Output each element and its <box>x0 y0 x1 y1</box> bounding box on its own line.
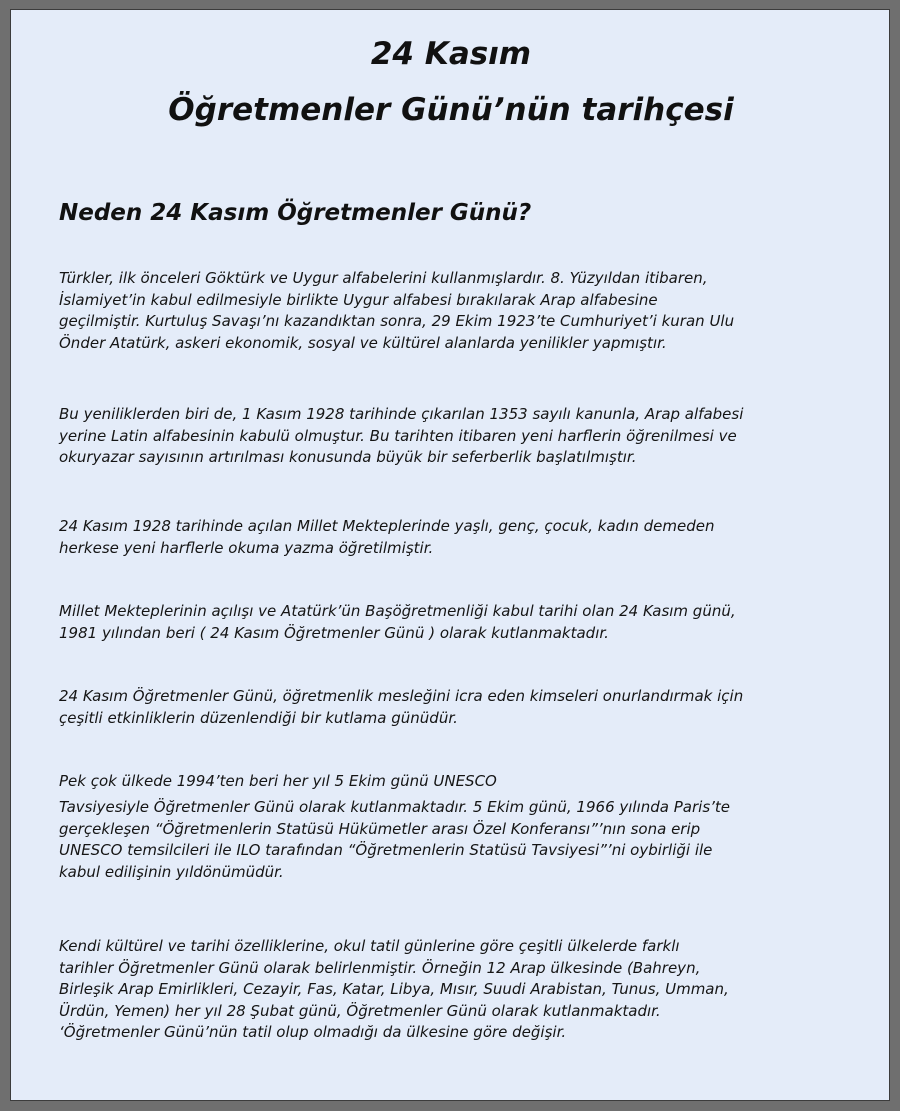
paragraph-line: tarihler Öğretmenler Günü olarak belirlenmiştir. Örneğin 12 Arap ülkesinde (Bahreyn, <box>59 958 701 977</box>
paragraph-line: okuryazar sayısının artırılması konusunda büyük bir seferberlik başlatılmıştır. <box>59 448 637 466</box>
document-page <box>10 9 890 1101</box>
paragraph-line: İslamiyet’in kabul edilmesiyle birlikte Uygur alfabesi bırakılarak Arap alfabesine <box>59 290 658 309</box>
paragraph-line: yerine Latin alfabesinin kabulü olmuştur. Bu tarihten itibaren yeni harflerin öğrenilmesi ve <box>59 426 737 445</box>
paragraph-line: Birleşik Arap Emirlikleri, Cezayir, Fas, Katar, Libya, Mısır, Suudi Arabistan, Tunus, Umman, <box>59 980 729 998</box>
paragraph-unesco-intro <box>59 771 889 793</box>
paragraph-line: 24 Kasım 1928 tarihinde açılan Millet Mekteplerinde yaşlı, genç, çocuk, kadın demeden <box>59 517 715 535</box>
paragraph-line: Türkler, ilk önceleri Göktürk ve Uygur alfabelerini kullanmışlardır. 8. Yüzyıldan itibaren, <box>59 269 708 287</box>
paragraph-line: Millet Mekteplerinin açılışı ve Atatürk’ün Başöğretmenliği kabul tarihi olan 24 Kasım günü, <box>59 602 736 620</box>
paragraph-line: Kendi kültürel ve tarihi özelliklerine, okul tatil günlerine göre çeşitli ülkelerde farklı <box>59 937 680 955</box>
paragraph-line: herkese yeni harflerle okuma yazma öğretilmiştir. <box>59 538 434 557</box>
paragraph-line: 24 Kasım Öğretmenler Günü, öğretmenlik mesleğini icra eden kimseleri onurlandırmak için <box>59 687 744 705</box>
paragraph-line: Tavsiyesiyle Öğretmenler Günü olarak kutlanmaktadır. 5 Ekim günü, 1966 yılında Paris’te <box>59 798 731 816</box>
paragraph-line: gerçekleşen “Öğretmenlerin Statüsü Hükümetler arası Özel Konferansı”’nın sona erip <box>59 819 701 838</box>
paragraph-celebration-since-1981 <box>59 601 889 644</box>
paragraph-line: Pek çok ülkede 1994’ten beri her yıl 5 Ekim günü UNESCO <box>59 772 497 790</box>
paragraph-line: ‘Öğretmenler Günü’nün tatil olup olmadığı da ülkesine göre değişir. <box>59 1023 567 1041</box>
paragraph-line: Önder Atatürk, askeri ekonomik, sosyal ve kültürel alanlarda yenilikler yapmıştır. <box>59 333 667 352</box>
title-line-1: 24 Kasım <box>370 36 532 72</box>
section-heading: Neden 24 Kasım Öğretmenler Günü? <box>59 200 532 226</box>
paragraph-line: UNESCO temsilcileri ile ILO tarafından “Öğretmenlerin Statüsü Tavsiyesi”’ni oybirliği ile <box>59 841 713 859</box>
paragraph-unesco-details <box>59 797 889 883</box>
paragraph-latin-alphabet <box>59 404 889 469</box>
paragraph-other-countries <box>59 936 889 1044</box>
paragraph-honoring-teachers <box>59 686 889 729</box>
paragraph-line: çeşitli etkinliklerin düzenlendiği bir kutlama günüdür. <box>59 708 458 727</box>
paragraph-line: 1981 yılından beri ( 24 Kasım Öğretmenler Günü ) olarak kutlanmaktadır. <box>59 623 609 642</box>
paragraph-line: geçilmiştir. Kurtuluş Savaşı’nı kazandıktan sonra, 29 Ekim 1923’te Cumhuriyet’i kuran Ulu <box>59 312 735 330</box>
paragraph-line: Bu yeniliklerden biri de, 1 Kasım 1928 tarihinde çıkarılan 1353 sayılı kanunla, Arap alfabesi <box>59 405 744 423</box>
paragraph-line: kabul edilişinin yıldönümüdür. <box>59 862 284 881</box>
paragraph-line: Ürdün, Yemen) her yıl 28 Şubat günü, Öğretmenler Günü olarak kutlanmaktadır. <box>59 1001 661 1020</box>
title-line-2: Öğretmenler Günü’nün tarihçesi <box>168 92 734 128</box>
paragraph-alphabet-history <box>59 268 889 354</box>
paragraph-millet-mektepleri <box>59 516 889 559</box>
